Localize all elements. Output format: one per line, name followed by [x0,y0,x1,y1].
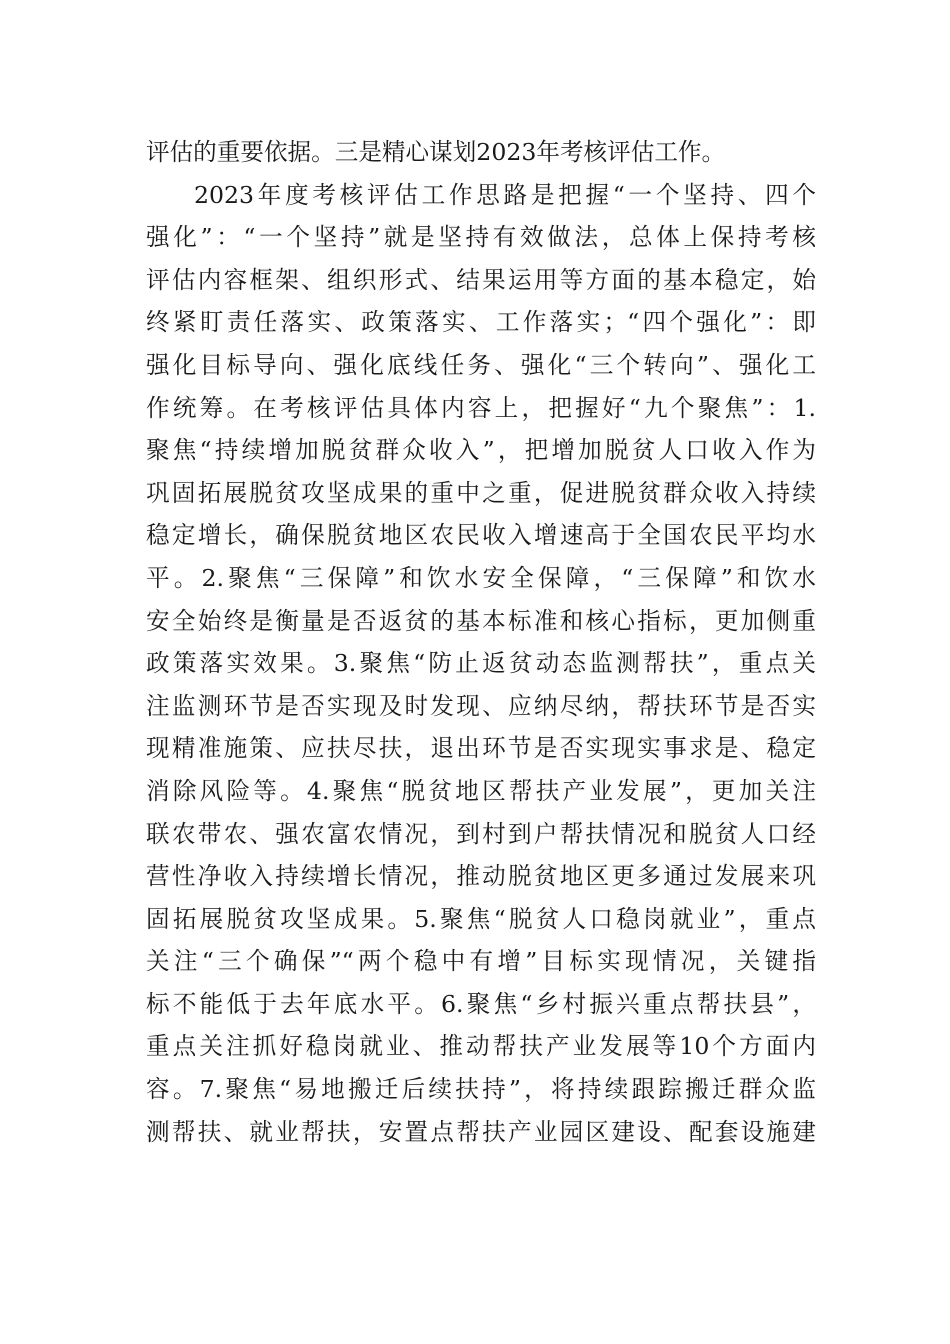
text-line: 重点关注抓好稳岗就业、推动帮扶产业发展等10个方面内 [146,1032,816,1061]
text-line: 平。2.聚焦“三保障”和饮水安全保障，“三保障”和饮水 [146,563,816,592]
text-line: 政策落实效果。3.聚焦“防止返贫动态监测帮扶”，重点关 [146,649,816,678]
text-line: 聚焦“持续增加脱贫群众收入”，把增加脱贫人口收入作为 [146,436,816,465]
text-line: 联农带农、强农富农情况，到村到户帮扶情况和脱贫人口经 [146,819,816,848]
text-line: 作统筹。在考核评估具体内容上，把握好“九个聚焦”：1. [146,393,816,422]
paragraph-first-line: 2023年度考核评估工作思路是把握“一个坚持、四个 [194,180,816,209]
text-line: 关注“三个确保”“两个稳中有增”目标实现情况，关键指 [146,947,816,976]
text-line: 容。7.聚焦“易地搬迁后续扶持”，将持续跟踪搬迁群众监 [146,1075,816,1104]
text-line: 安全始终是衡量是否返贫的基本标准和核心指标，更加侧重 [146,606,816,635]
text-line: 注监测环节是否实现及时发现、应纳尽纳，帮扶环节是否实 [146,691,816,720]
text-line: 标不能低于去年底水平。6.聚焦“乡村振兴重点帮扶县”， [146,989,816,1018]
text-line: 终紧盯责任落实、政策落实、工作落实；“四个强化”：即 [146,308,816,337]
text-line: 消除风险等。4.聚焦“脱贫地区帮扶产业发展”，更加关注 [146,776,816,805]
text-line: 现精准施策、应扶尽扶，退出环节是否实现实事求是、稳定 [146,734,816,763]
text-line: 营性净收入持续增长情况，推动脱贫地区更多通过发展来巩 [146,862,816,891]
text-line: 固拓展脱贫攻坚成果。5.聚焦“脱贫人口稳岗就业”，重点 [146,904,816,933]
text-line: 评估内容框架、组织形式、结果运用等方面的基本稳定，始 [146,265,816,294]
text-line: 巩固拓展脱贫攻坚成果的重中之重，促进脱贫群众收入持续 [146,478,816,507]
text-line: 强化”：“一个坚持”就是坚持有效做法，总体上保持考核 [146,223,816,252]
text-line: 稳定增长，确保脱贫地区农民收入增速高于全国农民平均水 [146,521,816,550]
text-line: 评估的重要依据。三是精心谋划2023年考核评估工作。 [146,138,726,166]
body-text [146,131,816,1153]
text-line: 测帮扶、就业帮扶，安置点帮扶产业园区建设、配套设施建 [146,1117,816,1146]
text-line: 强化目标导向、强化底线任务、强化“三个转向”、强化工 [146,350,816,379]
